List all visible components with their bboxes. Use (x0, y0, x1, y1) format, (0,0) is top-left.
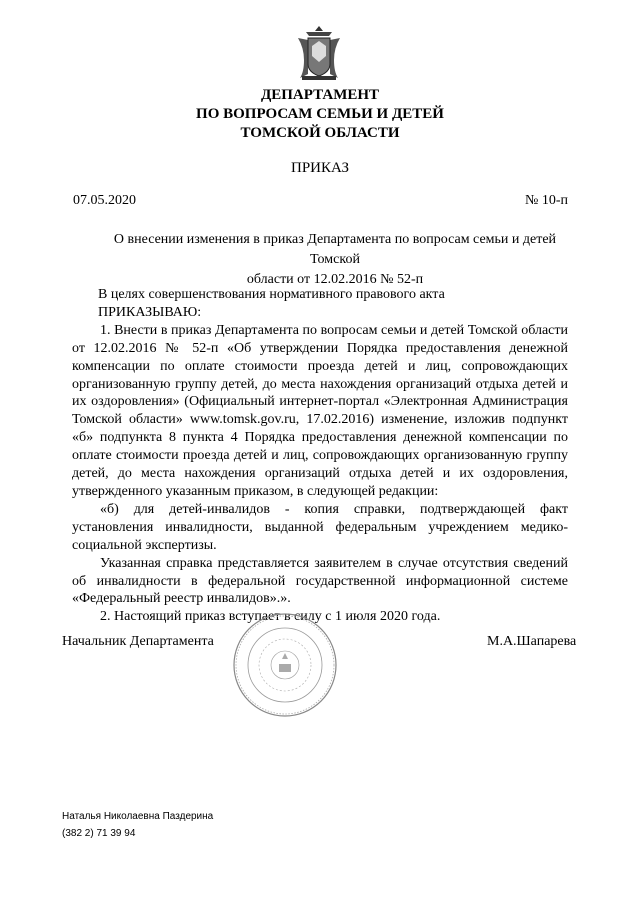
department-name-line3: ТОМСКОЙ ОБЛАСТИ (240, 125, 400, 141)
signer-position: Начальник Департамента (62, 634, 214, 649)
clause-1-note: Указанная справка представляется заявителем в случае отсутствия сведений об инвалидности в федеральной государственной информационной системе «Федеральный реестр инвалидов».». (72, 555, 568, 607)
executor-phone: (382 2) 71 39 94 (62, 828, 136, 839)
official-seal-icon (232, 612, 338, 718)
document-type: ПРИКАЗ (291, 160, 349, 176)
signer-name: М.А.Шапарева (487, 634, 577, 649)
document-number: № 10-п (524, 193, 568, 208)
subject-line-1: О внесении изменения в приказ Департамента по вопросам семьи и детей Томской (113, 232, 557, 267)
document-subject (100, 230, 570, 290)
document-body (72, 286, 568, 626)
department-name-line1: ДЕПАРТАМЕНТ (260, 87, 380, 103)
document-date: 07.05.2020 (73, 193, 136, 208)
department-name-line2: ПО ВОПРОСАМ СЕМЬИ И ДЕТЕЙ (196, 106, 444, 122)
executor-name: Наталья Николаевна Паздерина (62, 811, 214, 822)
clause-1: 1. Внести в приказ Департамента по вопросам семьи и детей Томской области от 12.02.2016 № 52-п «Об утверждении Порядка предоставления денежной компенсации по оплате стоимости проезда детей и лиц, сопровождающих организованную группу детей, до места нахождения организаций отдыха детей и их оздоровления» (Официальный интернет-портал «Электронная Администрация Томской области» www.tomsk.gov.ru, 17.02.2016) изменение, изложив подпункт «б» подпункта 8 пункта 4 Порядка предоставления денежной компенсации по оплате стоимости проезда детей и лиц, сопровождающих организованную группу детей, до места нахождения организаций отдыха детей и их оздоровления, утвержденного указанным приказом, в следующей редакции: (72, 322, 568, 499)
coat-of-arms-icon (296, 24, 342, 82)
order-word: ПРИКАЗЫВАЮ: (98, 304, 202, 320)
executor-info (62, 808, 213, 842)
clause-1-subitem-b: «б) для детей-инвалидов - копия справки, подтверждающей факт установления инвалидности, выданной федеральным учреждением медико-социальной экспертизы. (72, 501, 568, 553)
preamble: В целях совершенствования нормативного правового акта (98, 287, 445, 302)
subject-line-2: области от 12.02.2016 № 52-п (246, 272, 424, 287)
clause-2: 2. Настоящий приказ вступает в силу с 1 июля 2020 года. (100, 609, 441, 625)
